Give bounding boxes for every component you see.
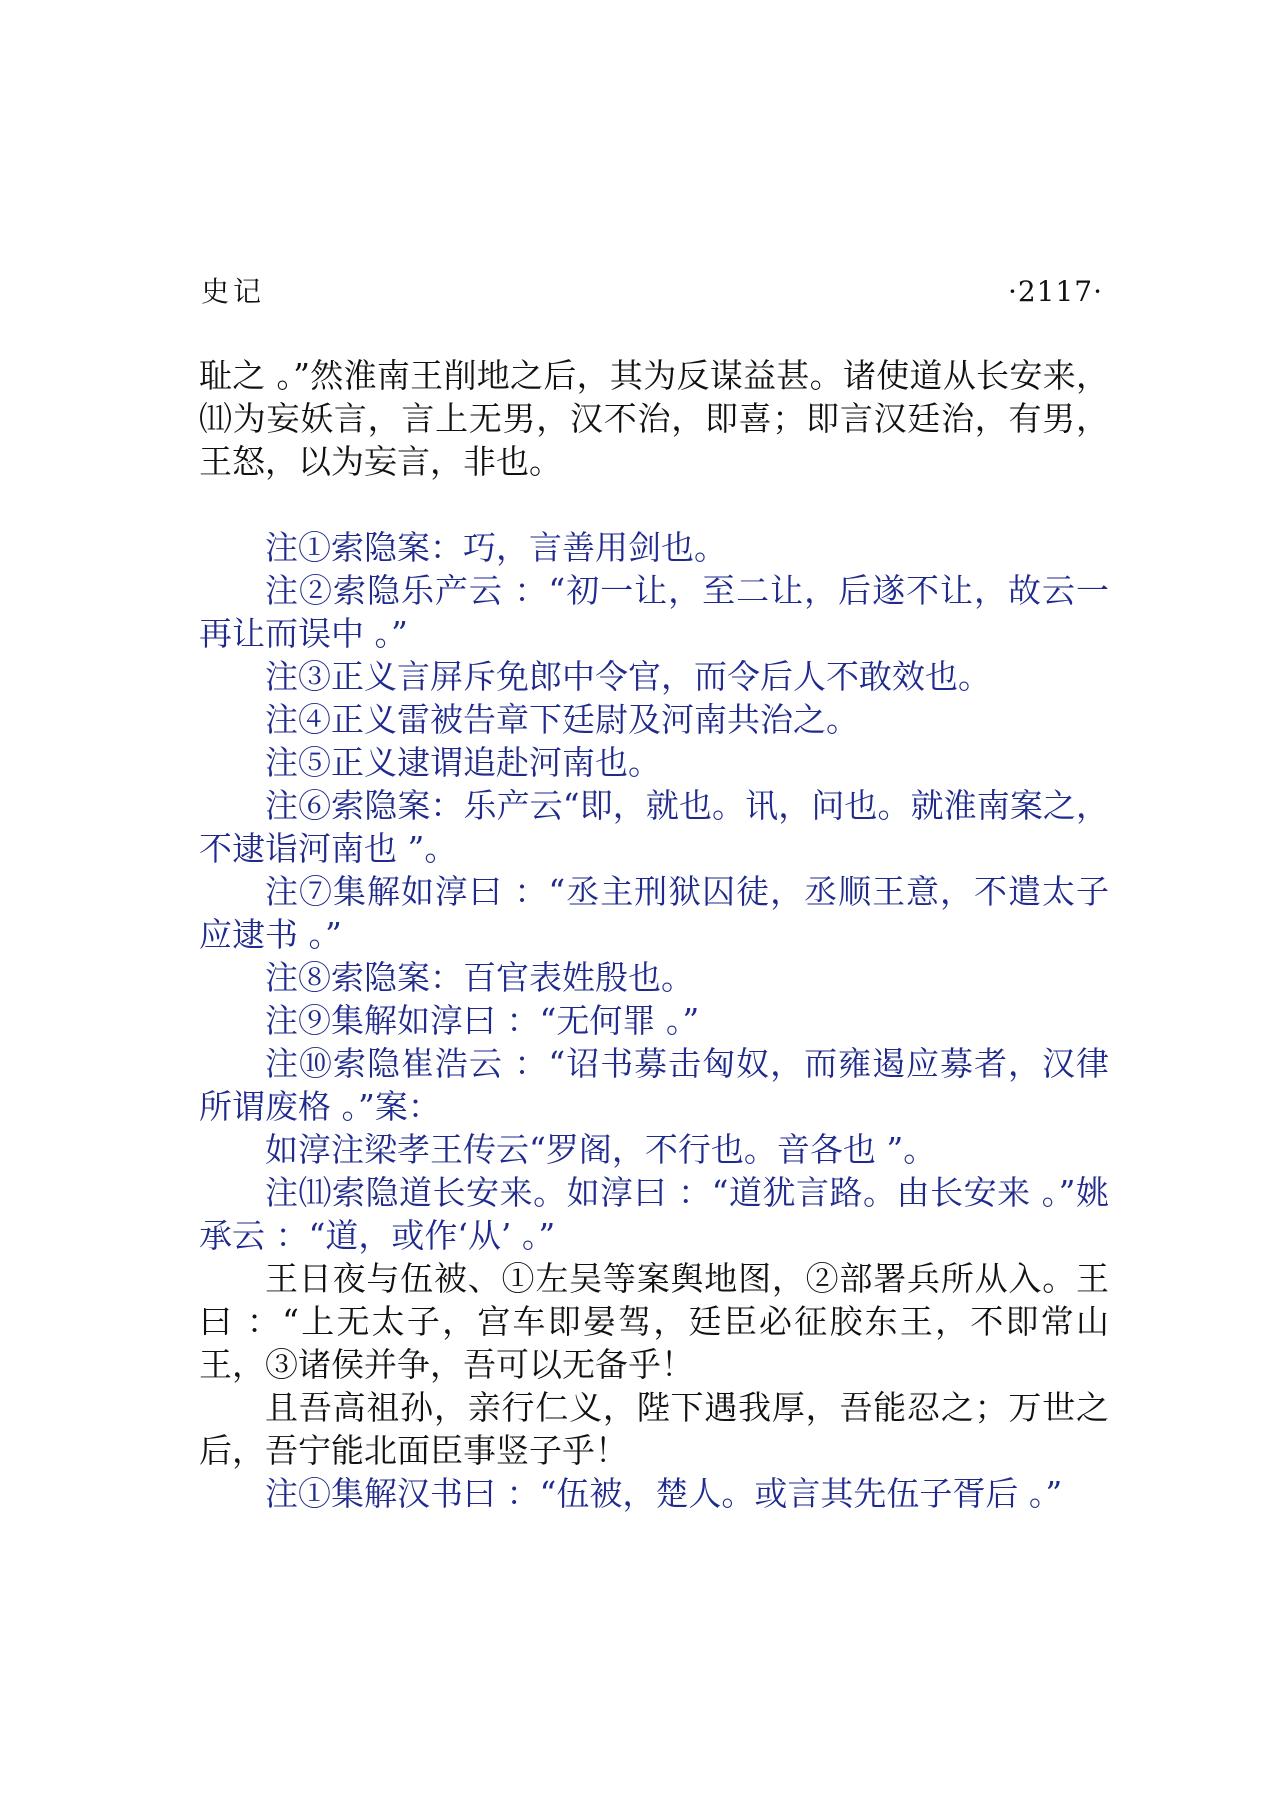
note-1-second-section: 注①集解汉书曰 ：“伍被，楚人。或言其先伍子胥后 。”: [265, 1474, 1063, 1513]
note-10: 注⑩索隐崔浩云 ：“诏书募击匈奴，而雍遏应募者，汉律所谓废格 。”案：: [199, 1044, 1109, 1126]
note-6: 注⑥索隐案：乐产云“即，就也。讯，问也。就淮南案之，不逮诣河南也 ”。: [199, 786, 1109, 868]
note-8: 注⑧索隐案：百官表姓殷也。: [265, 958, 694, 997]
note-4: 注④正义雷被告章下廷尉及河南共治之。: [265, 700, 859, 739]
note-11: 注⑾索隐道长安来。如淳曰 ：“道犹言路。由长安来 。”姚承云 ：“道，或作‘从’ 。”: [199, 1173, 1109, 1255]
page-number: ·2117·: [1007, 275, 1103, 308]
running-head: [201, 272, 1103, 312]
note-2: 注②索隐乐产云 ：“初一让，至二让，后遂不让，故云一再让而误中 。”: [199, 571, 1109, 653]
main-paragraph-2: 王日夜与伍被、①左吴等案舆地图，②部署兵所从入。王曰 ：“上无太子，宫车即晏驾，廷臣必征胶东王，不即常山王，③诸侯并争，吾可以无备乎！: [199, 1259, 1109, 1384]
main-paragraph-3: 且吾高祖孙，亲行仁义，陛下遇我厚，吾能忍之；万世之后，吾宁能北面臣事竖子乎！: [199, 1388, 1109, 1470]
note-5: 注⑤正义逮谓追赴河南也。: [265, 743, 661, 782]
body-text: [199, 354, 1109, 1515]
main-paragraph: 耻之 。”然淮南王削地之后，其为反谋益甚。诸使道从长安来，⑾为妄妖言，言上无男，汉不治，即喜；即言汉廷治，有男，王怒，以为妄言，非也。: [199, 356, 1109, 481]
note-9: 注⑨集解如淳曰 ：“无何罪 。”: [265, 1001, 700, 1040]
note-1: 注①索隐案：巧，言善用剑也。: [265, 528, 727, 567]
note-3: 注③正义言屏斥免郎中令官，而令后人不敢效也。: [265, 657, 991, 696]
note-10-continued: 如淳注梁孝王传云“罗阁，不行也。音各也 ”。: [265, 1130, 937, 1169]
book-title: 史记: [201, 275, 266, 308]
paragraph-gap: [199, 483, 1109, 526]
note-7: 注⑦集解如淳曰 ：“丞主刑狱囚徒，丞顺王意，不遣太子应逮书 。”: [199, 872, 1109, 954]
